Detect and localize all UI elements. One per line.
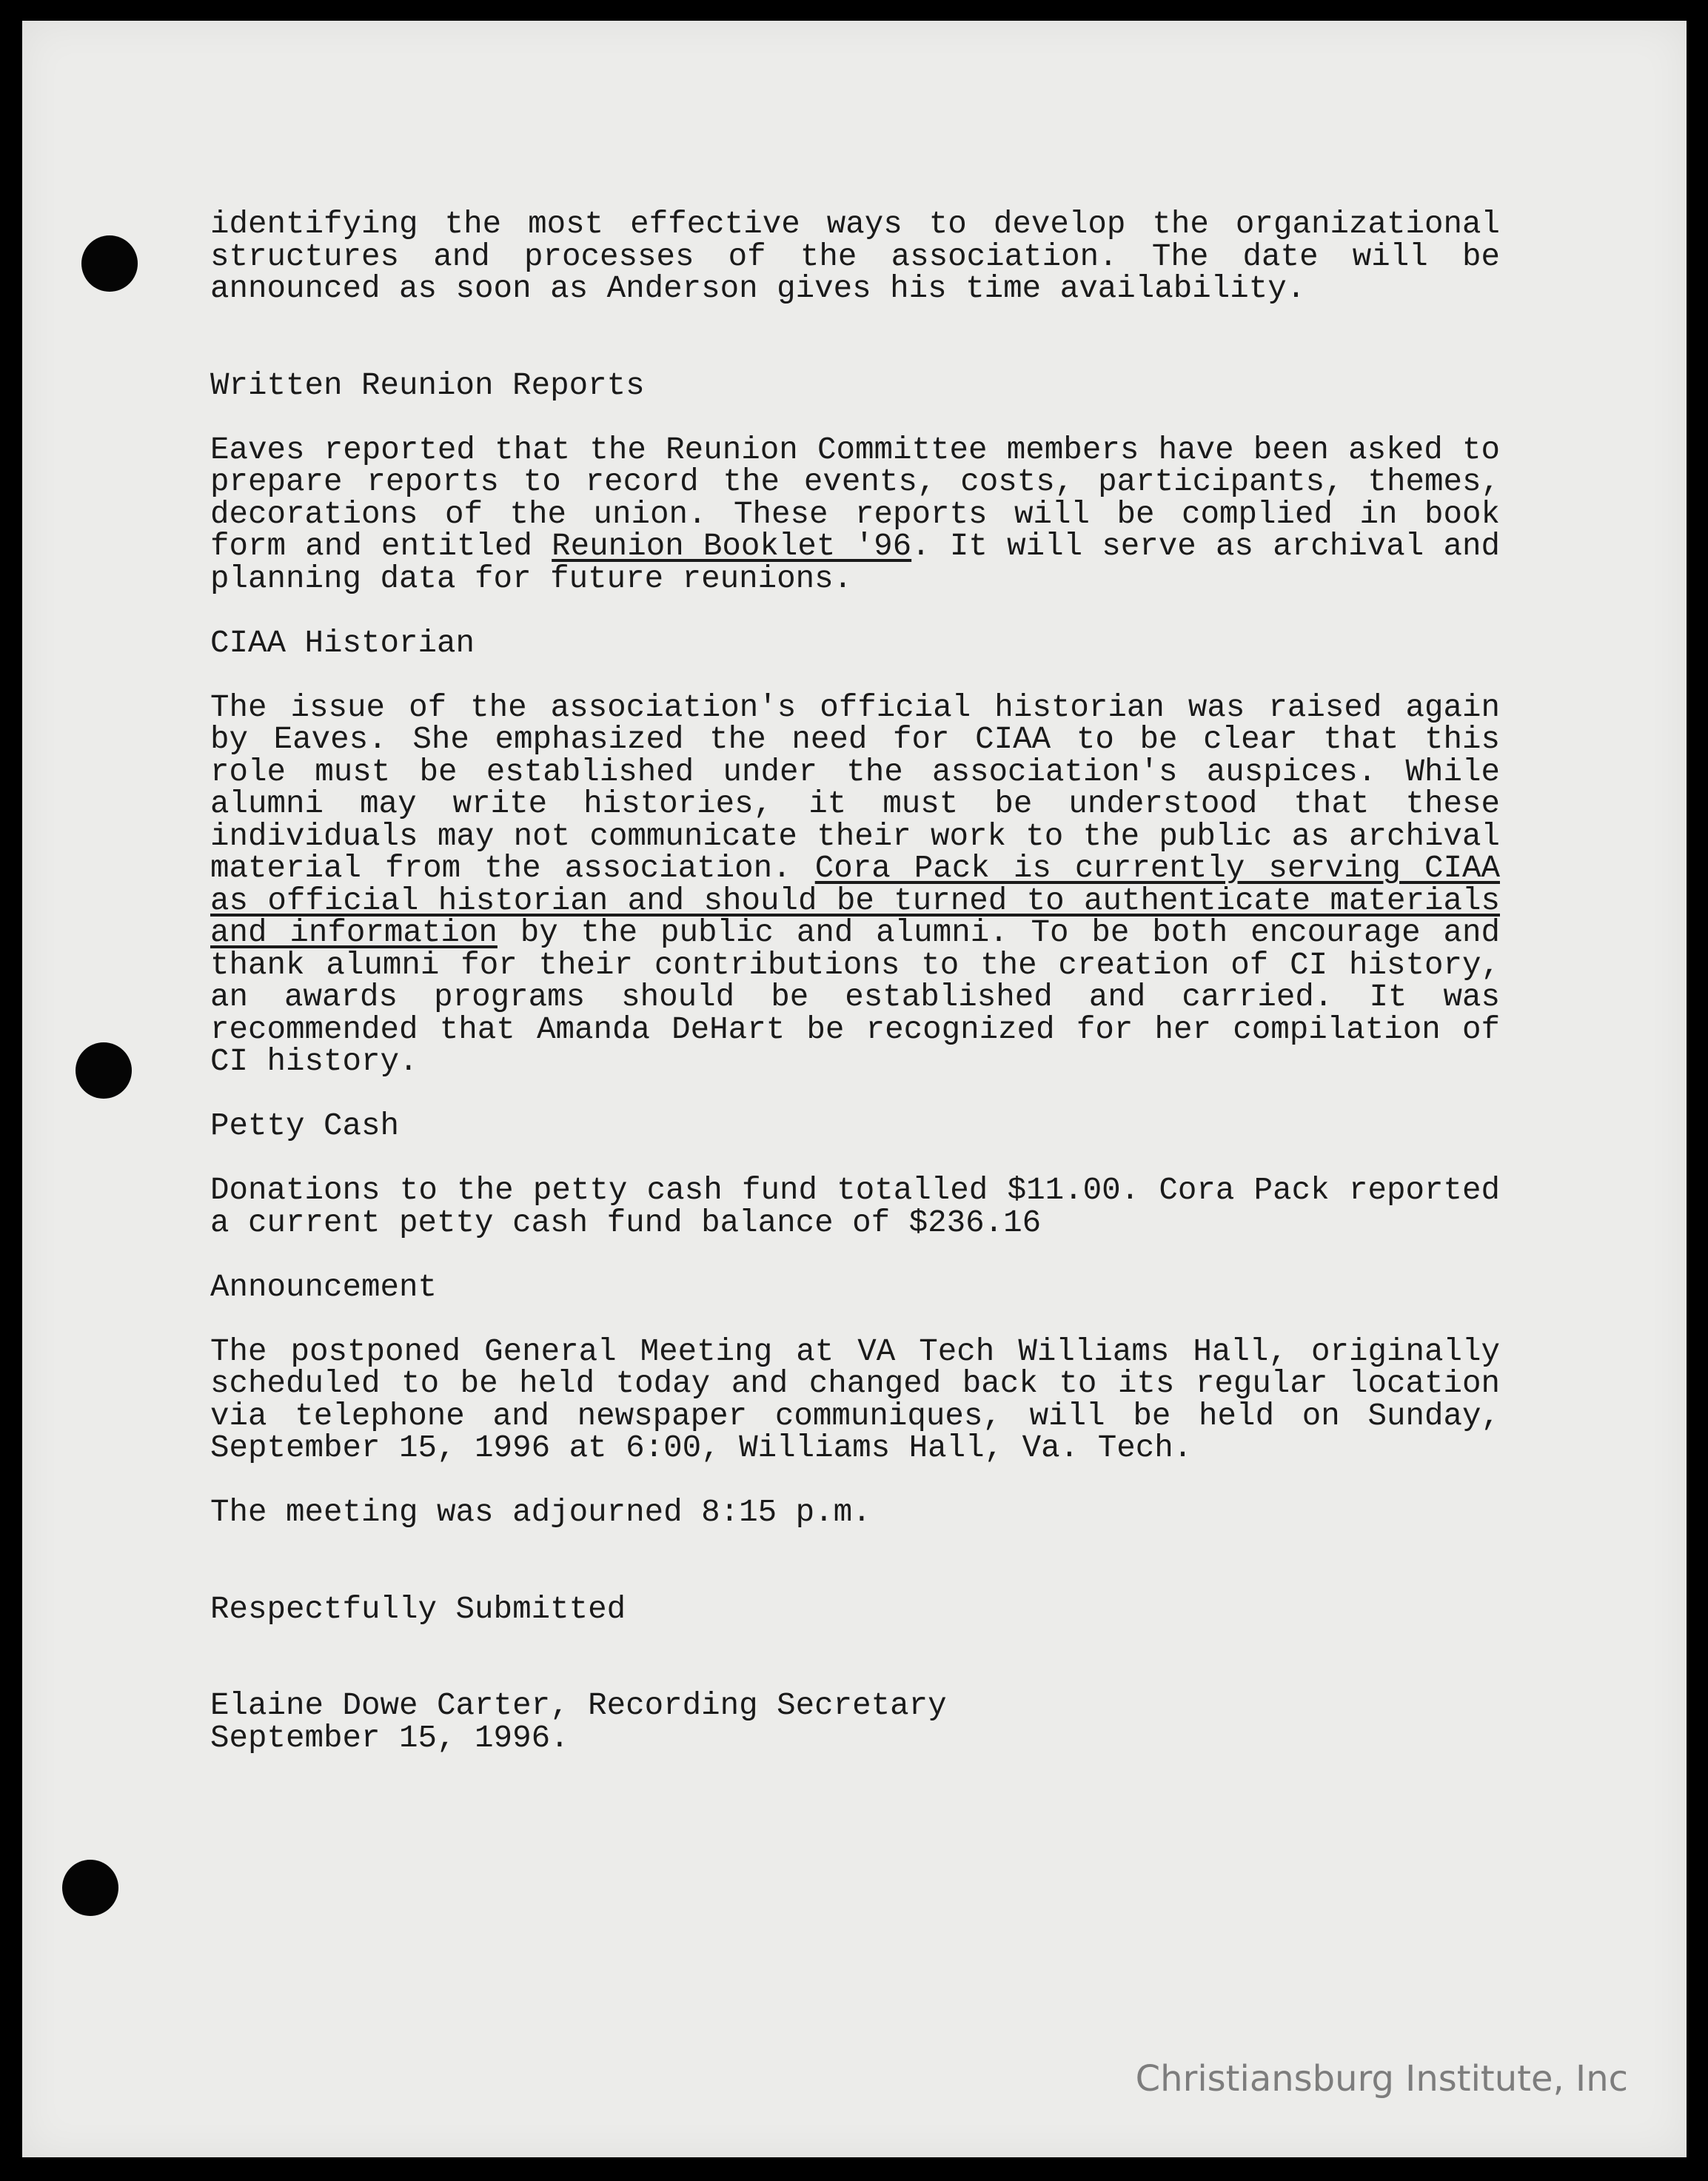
reunion-text-b: . It will serve as archival and planning data for future reunions. xyxy=(210,529,1500,597)
historian-text-b: by the public and alumni. To be both encourage and thank alumni for their contributions to the creation of CI history, an awards programs should be established and carried. It was recommended that Amanda DeHart be recognized for her compilation of CI history. xyxy=(210,915,1500,1079)
petty-cash-paragraph: Donations to the petty cash fund totalled $11.00. Cora Pack reported a current petty cash fund balance of $236.16 xyxy=(210,1173,1500,1241)
reunion-booklet-title: Reunion Booklet '96 xyxy=(552,529,912,564)
document-body xyxy=(210,209,1500,1755)
punch-hole-top xyxy=(81,235,138,292)
heading-announcement: Announcement xyxy=(210,1269,438,1305)
punch-hole-middle xyxy=(76,1042,132,1099)
heading-petty-cash: Petty Cash xyxy=(210,1108,400,1144)
heading-ciaa-historian: CIAA Historian xyxy=(210,625,475,661)
reunion-text-a: Eaves reported that the Reunion Committee members have been asked to prepare reports to record the events, costs, participants, themes, decorations of the union. These reports will be complied in book form and entitled xyxy=(210,432,1500,564)
historian-underlined-text: Cora Pack is currently serving CIAA as official historian and should be turned to authenticate materials and information xyxy=(210,851,1500,951)
adjournment-line: The meeting was adjourned 8:15 p.m. xyxy=(210,1495,871,1530)
signature-name: Elaine Dowe Carter, Recording Secretary xyxy=(210,1688,947,1723)
watermark-text: Christiansburg Institute, Inc xyxy=(1135,2058,1628,2100)
historian-text-a: The issue of the association's official historian was raised again by Eaves. She emphasized the need for CIAA to be clear that this role must be established under the association's auspices. While alumni may write histories, it must be understood that these individuals may not communicate their work to the public as archival material from the association. xyxy=(210,689,1500,886)
reunion-paragraph xyxy=(210,432,1500,597)
intro-paragraph: identifying the most effective ways to develop the organizational structures and processes of the association. The date will be announced as soon as Anderson gives his time availability. xyxy=(210,207,1500,306)
announcement-paragraph: The postponed General Meeting at VA Tech Williams Hall, originally scheduled to be held today and changed back to its regular location via telephone and newspaper communiques, will be held on Sunday, September 15, 1996 at 6:00, Williams Hall, Va. Tech. xyxy=(210,1333,1500,1466)
heading-written-reunion-reports: Written Reunion Reports xyxy=(210,367,645,403)
historian-paragraph xyxy=(210,689,1500,1079)
signature-date: September 15, 1996. xyxy=(210,1720,569,1756)
closing-line: Respectfully Submitted xyxy=(210,1591,626,1627)
punch-hole-bottom xyxy=(62,1860,118,1916)
